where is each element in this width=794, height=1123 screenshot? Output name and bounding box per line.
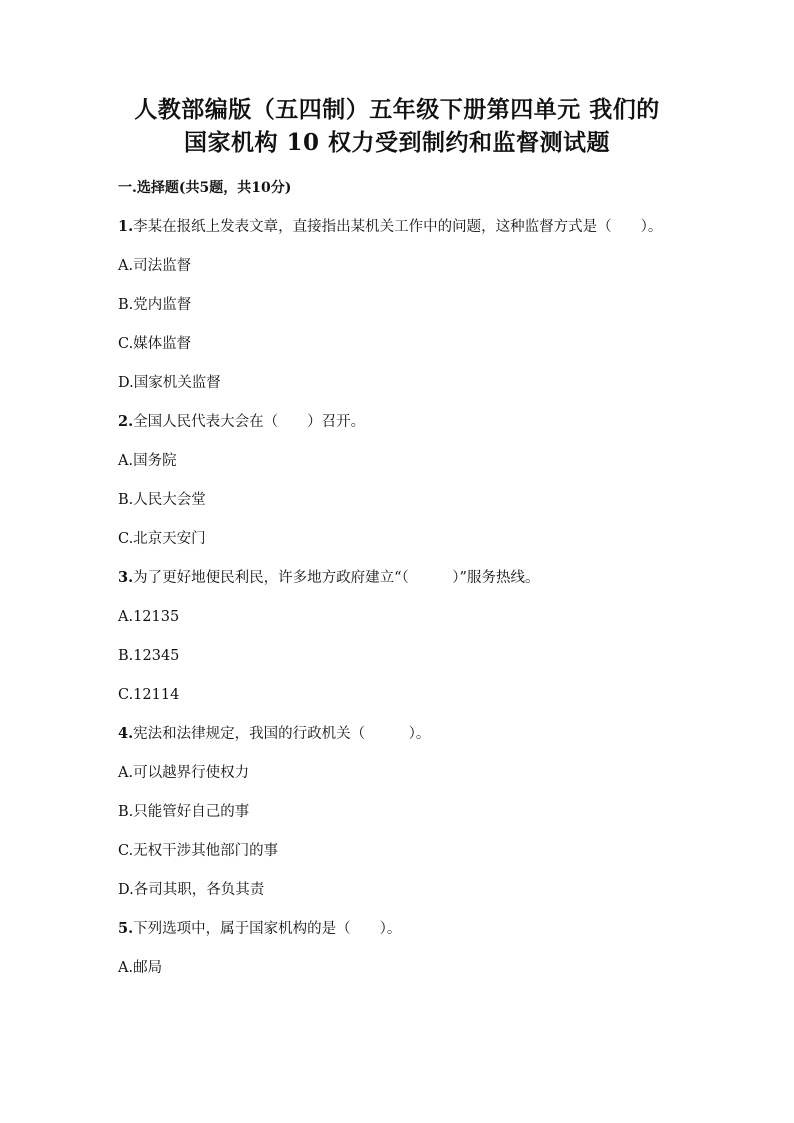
question-number: 3. <box>118 569 134 586</box>
question-number: 1. <box>118 218 134 235</box>
option-2b: B.人民大会堂 <box>118 492 206 508</box>
option-1d: D.国家机关监督 <box>118 375 221 391</box>
option-4c: C.无权干涉其他部门的事 <box>118 843 279 859</box>
question-number: 2. <box>118 413 134 430</box>
option-2a: A.国务院 <box>118 453 177 469</box>
section-heading: 一.选择题(共5题，共10分) <box>118 180 292 196</box>
option-3b: B.12345 <box>118 648 180 664</box>
option-1c: C.媒体监督 <box>118 336 192 352</box>
option-3c: C.12114 <box>118 687 180 703</box>
title-line-2: 国家机构 10 权力受到制约和监督测试题 <box>183 129 611 156</box>
option-1a: A.司法监督 <box>118 258 192 274</box>
question-number: 4. <box>118 725 134 742</box>
question-number: 5. <box>118 920 134 937</box>
question-3 <box>118 567 678 589</box>
option-4b: B.只能管好自己的事 <box>118 804 250 820</box>
question-text: 李某在报纸上发表文章，直接指出某机关工作中的问题，这种监督方式是（ ）。 <box>133 219 663 235</box>
question-text: 下列选项中，属于国家机构的是（ ）。 <box>133 921 402 937</box>
question-text: 为了更好地便民利民，许多地方政府建立“（ ）”服务热线。 <box>133 570 540 586</box>
title-line-1: 人教部编版（五四制）五年级下册第四单元 我们的 <box>134 96 660 123</box>
option-4a: A.可以越界行使权力 <box>118 765 250 781</box>
question-text: 宪法和法律规定，我国的行政机关（ ）。 <box>133 726 431 742</box>
document-title <box>0 93 794 159</box>
question-4 <box>118 723 678 745</box>
option-5a: A.邮局 <box>118 960 163 976</box>
option-3a: A.12135 <box>118 609 180 625</box>
question-1 <box>118 216 678 238</box>
question-5 <box>118 918 678 940</box>
option-2c: C.北京天安门 <box>118 531 206 547</box>
option-4d: D.各司其职，各负其责 <box>118 882 265 898</box>
option-1b: B.党内监督 <box>118 297 192 313</box>
question-text: 全国人民代表大会在（ ）召开。 <box>133 414 366 430</box>
question-2 <box>118 411 678 433</box>
question-list <box>118 216 678 996</box>
